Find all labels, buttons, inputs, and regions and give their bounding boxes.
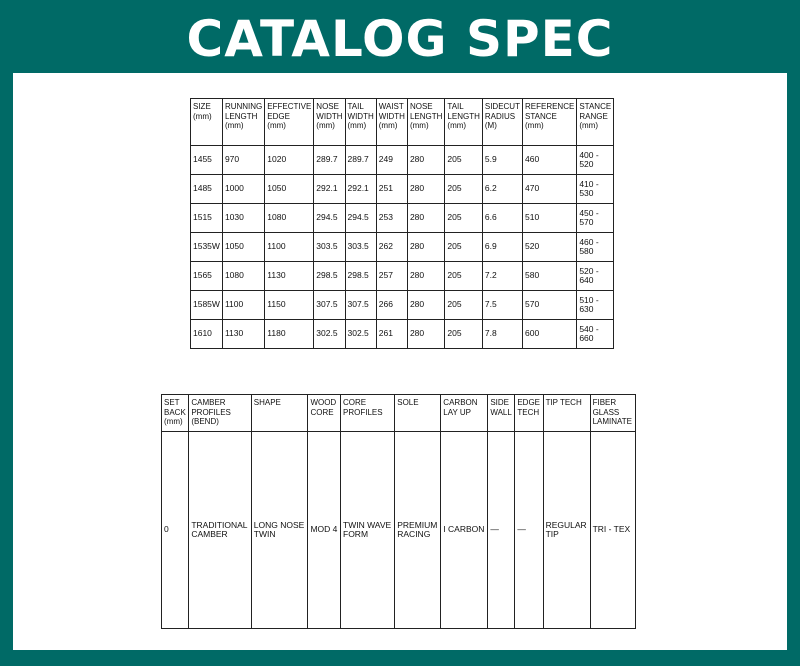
feature-cell: MOD 4: [308, 432, 341, 629]
feature-cell: TWIN WAVE FORM: [341, 432, 395, 629]
spec-cell: 298.5: [314, 262, 345, 291]
feature-table: [161, 394, 636, 629]
feature-header-row: [162, 395, 636, 432]
feature-header-cell: FIBER GLASS LAMINATE: [590, 395, 635, 432]
spec-cell: 205: [445, 320, 482, 349]
spec-cell: 292.1: [314, 175, 345, 204]
spec-header-row: [191, 99, 614, 146]
spec-cell: 400 - 520: [577, 146, 614, 175]
spec-cell: 303.5: [314, 233, 345, 262]
feature-header-cell: CARBON LAY UP: [441, 395, 488, 432]
spec-cell: 1020: [265, 146, 314, 175]
spec-cell: 302.5: [314, 320, 345, 349]
spec-cell: 1030: [222, 204, 264, 233]
spec-header-cell: SIDECUT RADIUS (M): [482, 99, 522, 146]
spec-cell: 1100: [265, 233, 314, 262]
spec-cell: 1455: [191, 146, 223, 175]
feature-header-cell: SHAPE: [251, 395, 308, 432]
spec-header-cell: TAIL LENGTH (mm): [445, 99, 482, 146]
spec-cell: 205: [445, 233, 482, 262]
feature-header-cell: SIDE WALL: [488, 395, 515, 432]
spec-cell: 5.9: [482, 146, 522, 175]
spec-cell: 280: [407, 175, 444, 204]
spec-cell: 580: [522, 262, 576, 291]
spec-cell: 1100: [222, 291, 264, 320]
spec-cell: 6.9: [482, 233, 522, 262]
spec-cell: 1050: [222, 233, 264, 262]
spec-cell: 460 - 580: [577, 233, 614, 262]
spec-cell: 302.5: [345, 320, 376, 349]
spec-header-cell: STANCE RANGE (mm): [577, 99, 614, 146]
spec-cell: 570: [522, 291, 576, 320]
spec-cell: 1080: [222, 262, 264, 291]
spec-cell: 307.5: [314, 291, 345, 320]
spec-cell: 6.6: [482, 204, 522, 233]
feature-header-cell: SOLE: [395, 395, 441, 432]
spec-cell: 205: [445, 262, 482, 291]
spec-cell: 253: [376, 204, 407, 233]
spec-cell: 520 - 640: [577, 262, 614, 291]
spec-header-cell: NOSE LENGTH (mm): [407, 99, 444, 146]
spec-row: [191, 320, 614, 349]
spec-cell: 257: [376, 262, 407, 291]
spec-cell: 1485: [191, 175, 223, 204]
spec-cell: 510 - 630: [577, 291, 614, 320]
spec-cell: 460: [522, 146, 576, 175]
feature-header-cell: EDGE TECH: [515, 395, 543, 432]
spec-header-cell: TAIL WIDTH (mm): [345, 99, 376, 146]
spec-cell: 540 - 660: [577, 320, 614, 349]
spec-cell: 1565: [191, 262, 223, 291]
spec-cell: 280: [407, 233, 444, 262]
spec-cell: 205: [445, 175, 482, 204]
feature-header-cell: CAMBER PROFILES (BEND): [189, 395, 251, 432]
feature-cell: TRI - TEX: [590, 432, 635, 629]
spec-header-cell: EFFECTIVE EDGE (mm): [265, 99, 314, 146]
feature-header-cell: CORE PROFILES: [341, 395, 395, 432]
spec-row: [191, 233, 614, 262]
spec-header-cell: NOSE WIDTH (mm): [314, 99, 345, 146]
spec-cell: 1050: [265, 175, 314, 204]
spec-cell: 1080: [265, 204, 314, 233]
spec-cell: 1535W: [191, 233, 223, 262]
feature-header-cell: WOOD CORE: [308, 395, 341, 432]
spec-cell: 294.5: [345, 204, 376, 233]
spec-cell: 520: [522, 233, 576, 262]
spec-header-cell: RUNNING LENGTH (mm): [222, 99, 264, 146]
page-title: CATALOG SPEC: [186, 10, 614, 68]
feature-header-cell: TIP TECH: [543, 395, 590, 432]
spec-cell: 205: [445, 204, 482, 233]
spec-row: [191, 204, 614, 233]
spec-table: [190, 98, 614, 349]
spec-cell: 970: [222, 146, 264, 175]
spec-cell: 7.2: [482, 262, 522, 291]
spec-cell: 280: [407, 262, 444, 291]
feature-cell: REGULAR TIP: [543, 432, 590, 629]
spec-cell: 1180: [265, 320, 314, 349]
feature-row: [162, 432, 636, 629]
spec-cell: 1150: [265, 291, 314, 320]
spec-cell: 298.5: [345, 262, 376, 291]
spec-cell: 1585W: [191, 291, 223, 320]
feature-cell: —: [515, 432, 543, 629]
spec-cell: 266: [376, 291, 407, 320]
spec-cell: 6.2: [482, 175, 522, 204]
spec-cell: 1610: [191, 320, 223, 349]
feature-cell: LONG NOSE TWIN: [251, 432, 308, 629]
spec-cell: 262: [376, 233, 407, 262]
spec-cell: 280: [407, 146, 444, 175]
feature-cell: PREMIUM RACING: [395, 432, 441, 629]
spec-cell: 7.5: [482, 291, 522, 320]
spec-cell: 205: [445, 291, 482, 320]
spec-cell: 205: [445, 146, 482, 175]
spec-cell: 280: [407, 320, 444, 349]
spec-cell: 1000: [222, 175, 264, 204]
spec-cell: 261: [376, 320, 407, 349]
spec-row: [191, 146, 614, 175]
spec-header-cell: REFERENCE STANCE (mm): [522, 99, 576, 146]
spec-cell: 249: [376, 146, 407, 175]
spec-cell: 289.7: [314, 146, 345, 175]
spec-cell: 510: [522, 204, 576, 233]
spec-row: [191, 175, 614, 204]
spec-cell: 280: [407, 291, 444, 320]
spec-cell: 1515: [191, 204, 223, 233]
feature-cell: —: [488, 432, 515, 629]
spec-cell: 294.5: [314, 204, 345, 233]
spec-cell: 1130: [222, 320, 264, 349]
spec-header-cell: SIZE (mm): [191, 99, 223, 146]
feature-header-cell: SET BACK (mm): [162, 395, 189, 432]
spec-cell: 289.7: [345, 146, 376, 175]
spec-cell: 7.8: [482, 320, 522, 349]
spec-cell: 251: [376, 175, 407, 204]
spec-header-cell: WAIST WIDTH (mm): [376, 99, 407, 146]
feature-cell: TRADITIONAL CAMBER: [189, 432, 251, 629]
feature-cell: I CARBON: [441, 432, 488, 629]
spec-cell: 303.5: [345, 233, 376, 262]
spec-cell: 470: [522, 175, 576, 204]
spec-cell: 307.5: [345, 291, 376, 320]
spec-cell: 280: [407, 204, 444, 233]
spec-row: [191, 262, 614, 291]
feature-cell: 0: [162, 432, 189, 629]
spec-row: [191, 291, 614, 320]
spec-cell: 1130: [265, 262, 314, 291]
spec-cell: 450 - 570: [577, 204, 614, 233]
spec-cell: 600: [522, 320, 576, 349]
spec-panel: [13, 73, 787, 650]
spec-cell: 410 - 530: [577, 175, 614, 204]
spec-cell: 292.1: [345, 175, 376, 204]
